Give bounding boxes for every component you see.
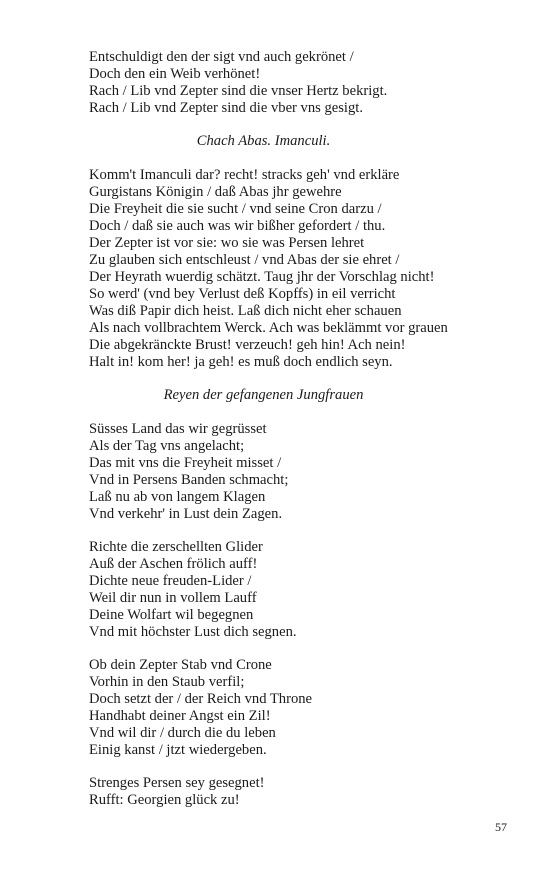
verse-line: Das mit vns die Freyheit misset / [89,455,282,471]
verse-line: Vnd verkehr' in Lust dein Zagen. [89,506,283,522]
verse-line: Vnd in Persens Banden schmacht; [89,472,289,488]
verse-line: Der Heyrath wuerdig schätzt. Taug jhr der Vorschlag nicht! [89,269,435,285]
page-number: 57 [495,820,507,834]
chorus-heading: Reyen der gefangenen Jungfrauen [163,387,364,403]
verse-line: Vnd mit höchster Lust dich segnen. [89,624,297,640]
verse-line: Einig kanst / jtzt wiedergeben. [89,742,267,758]
verse-line: Süsses Land das wir gegrüsset [89,421,267,437]
verse-line: Vnd wil dir / durch die du leben [89,725,276,741]
verse-line: Als nach vollbrachtem Werck. Ach was beklämmt vor grauen [89,320,448,336]
verse-line: Gurgistans Königin / daß Abas jhr gewehre [89,184,342,200]
verse-line: Vorhin in den Staub verfil; [89,674,245,690]
verse-line: Rach / Lib vnd Zepter sind die vnser Hertz bekrigt. [89,83,388,99]
verse-line: Doch / daß sie auch was wir bißher gefordert / thu. [89,218,386,234]
speaker-heading: Chach Abas. Imanculi. [196,133,331,149]
verse-line: Richte die zerschellten Glider [89,539,263,555]
verse-line: Weil dir nun in vollem Lauff [89,590,257,606]
verse-line: Entschuldigt den der sigt vnd auch gekrönet / [89,49,354,65]
stanza [89,421,509,523]
verse-line: Doch den ein Weib verhönet! [89,66,261,82]
page-body [89,49,509,809]
verse-line: Zu glauben sich entschleust / vnd Abas der sie ehret / [89,252,400,268]
verse-line: Der Zepter ist vor sie: wo sie was Persen lehret [89,235,365,251]
stanza [89,775,509,809]
verse-line: Als der Tag vns angelacht; [89,438,245,454]
verse-line: Komm't Imanculi dar? recht! stracks geh' vnd erkläre [89,167,400,183]
verse-line: So werd' (vnd bey Verlust deß Kopffs) in eil verricht [89,286,396,302]
verse-line: Strenges Persen sey gesegnet! [89,775,265,791]
verse-line: Halt in! kom her! ja geh! es muß doch endlich seyn. [89,354,393,370]
verse-line: Doch setzt der / der Reich vnd Throne [89,691,313,707]
verse-line: Die Freyheit die sie sucht / vnd seine Cron darzu / [89,201,382,217]
verse-line: Ob dein Zepter Stab vnd Crone [89,657,272,673]
verse-line: Deine Wolfart wil begegnen [89,607,254,623]
verse-line: Was diß Papir dich heist. Laß dich nicht eher schauen [89,303,402,319]
verse-line: Rufft: Georgien glück zu! [89,792,240,808]
verse-block-opening [89,49,509,117]
verse-line: Die abgekränckte Brust! verzeuch! geh hin! Ach nein! [89,337,406,353]
verse-line: Rach / Lib vnd Zepter sind die vber vns gesigt. [89,100,363,116]
verse-line: Handhabt deiner Angst ein Zil! [89,708,271,724]
stanza [89,657,509,759]
verse-line: Auß der Aschen frölich auff! [89,556,258,572]
verse-line: Laß nu ab von langem Klagen [89,489,266,505]
verse-line: Dichte neue freuden-Lider / [89,573,252,589]
verse-block-speech [89,167,509,371]
stanza [89,539,509,641]
